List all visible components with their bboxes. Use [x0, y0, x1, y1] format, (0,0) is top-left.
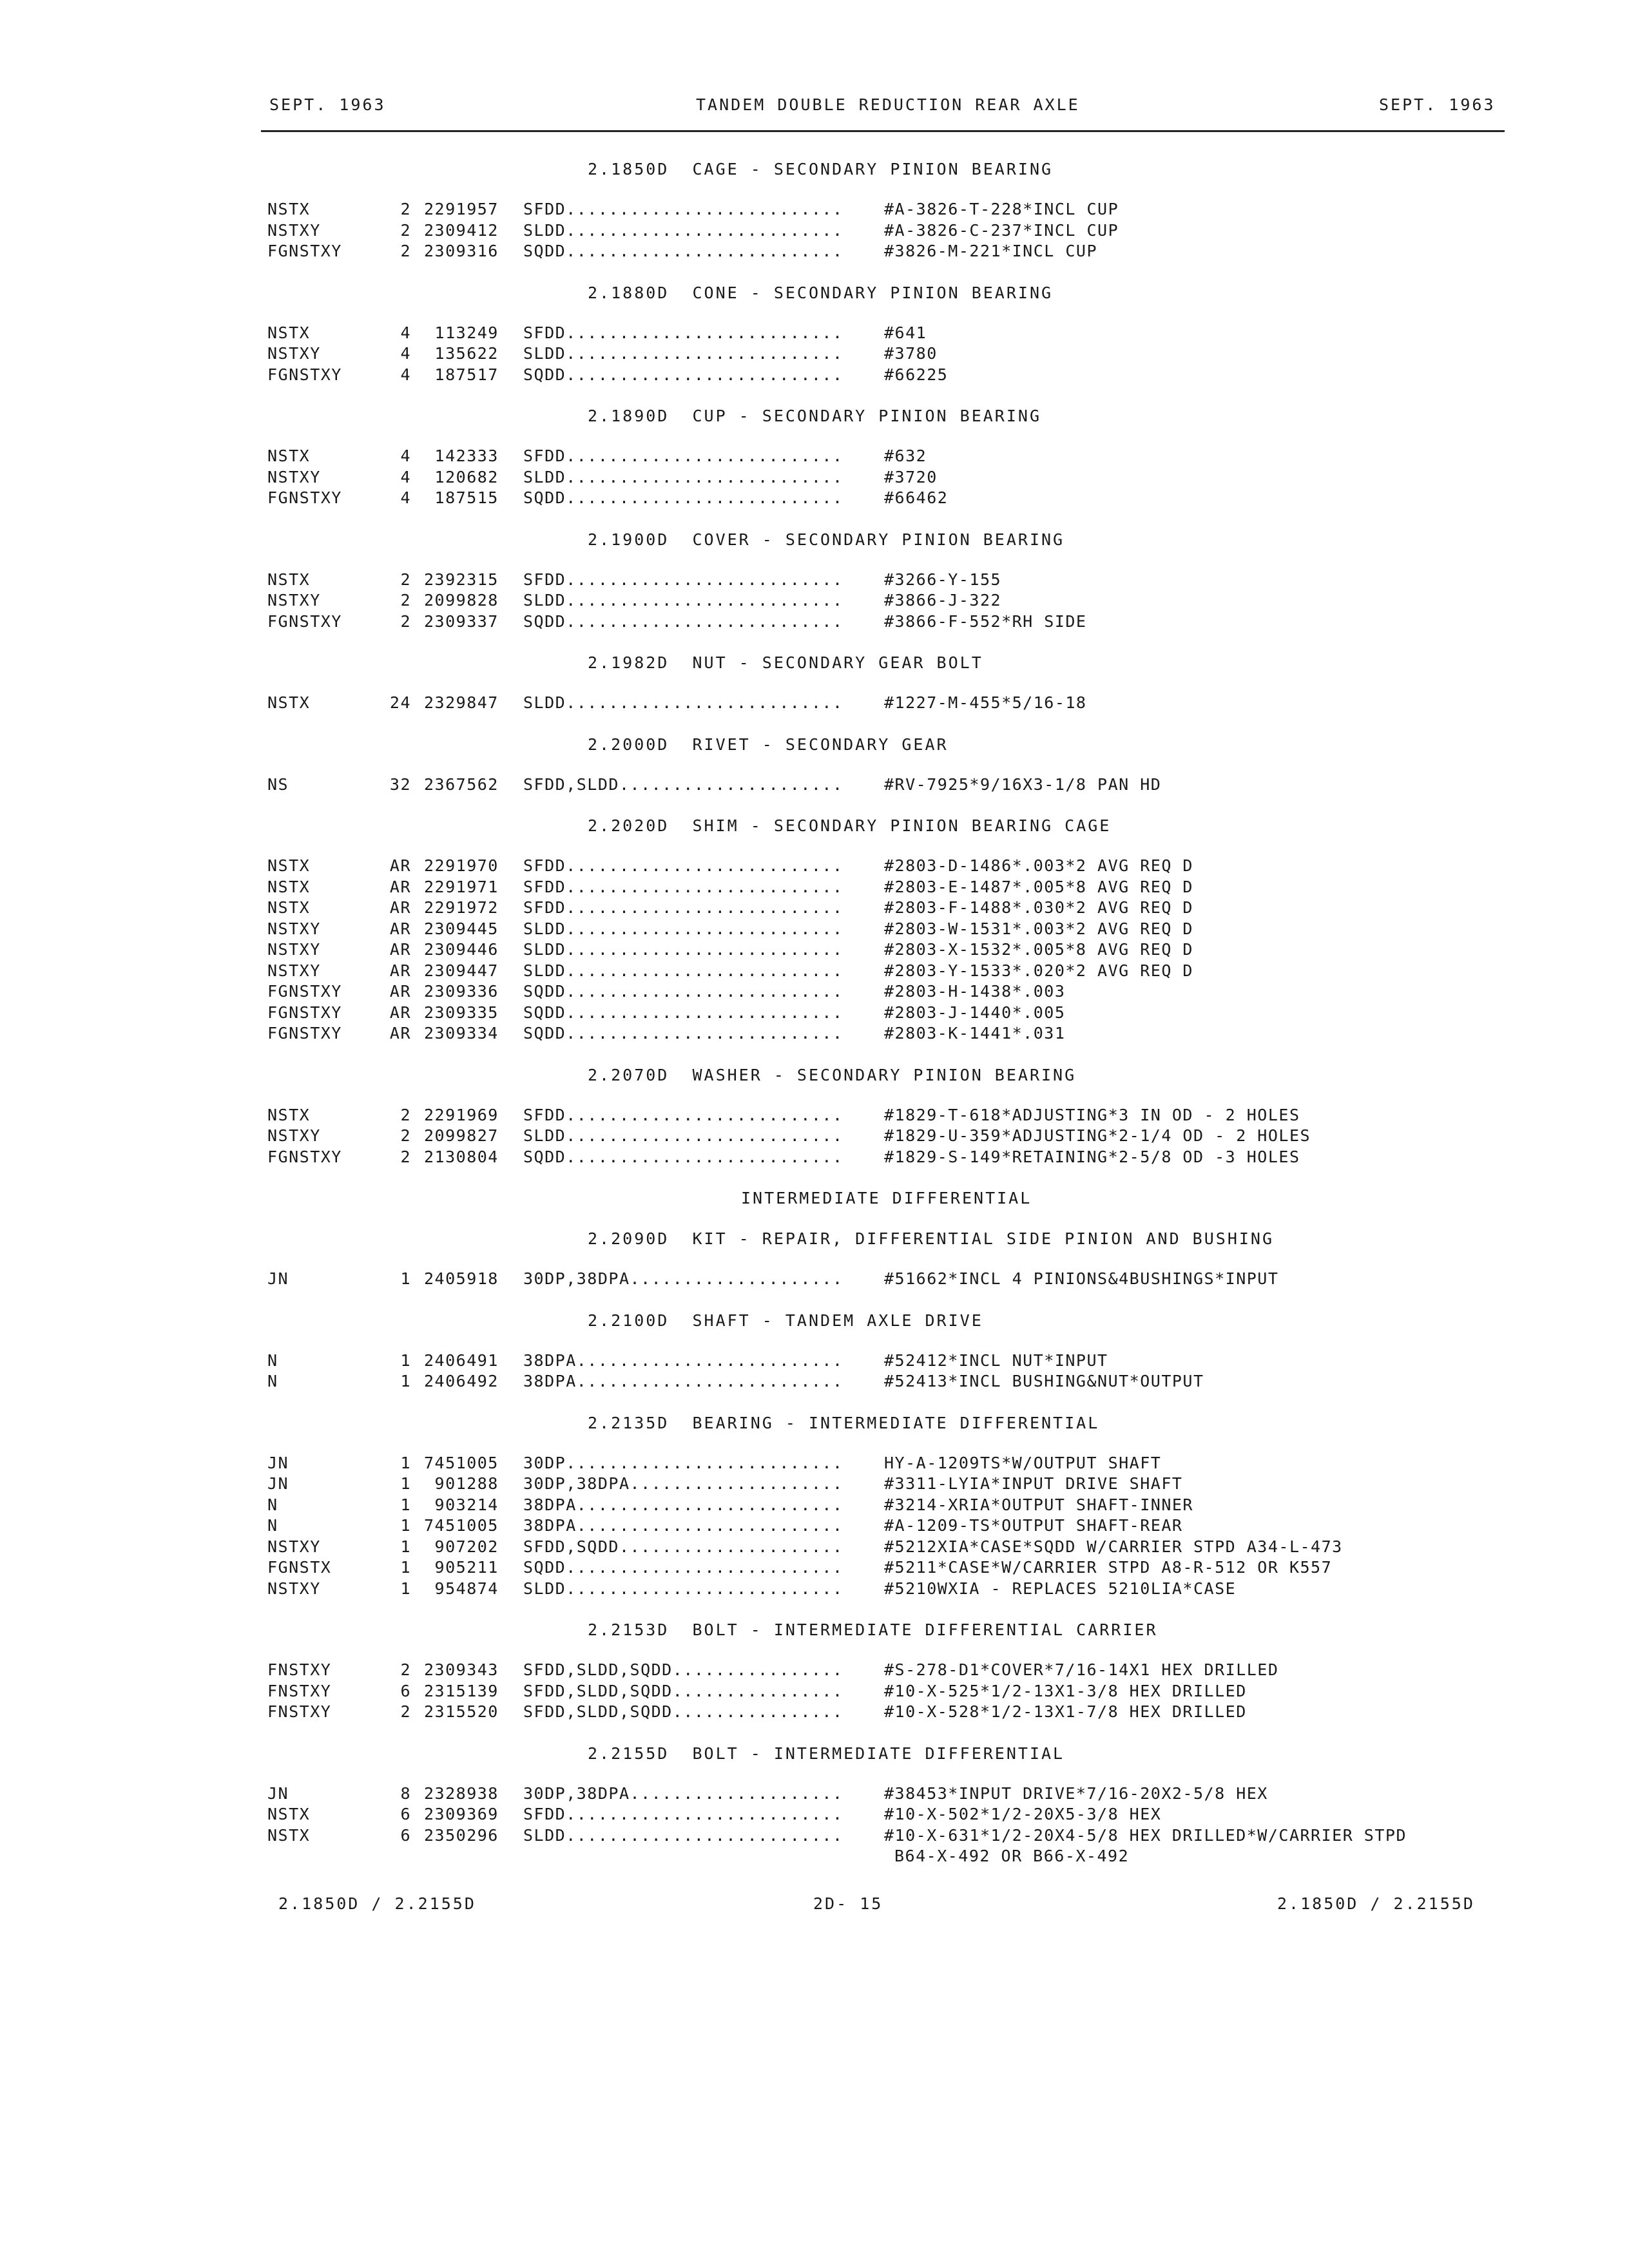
section-heading: 2.2135D BEARING - INTERMEDIATE DIFFERENTIAL [588, 1413, 1100, 1432]
list-item [0, 1024, 1629, 1044]
model-code: FGNSTXY [267, 1024, 342, 1043]
description: #3866-J-322 [884, 591, 1002, 610]
part-number: 2309334 [424, 1024, 499, 1043]
model-code: FGNSTX [267, 1558, 332, 1577]
description: #2803-X-1532*.005*8 AVG REQ D [884, 940, 1193, 959]
quantity: 2 [400, 570, 411, 589]
quantity: 2 [400, 1660, 411, 1679]
description: #3826-M-221*INCL CUP [884, 242, 1098, 260]
description: #10-X-631*1/2-20X4-5/8 HEX DRILLED*W/CARRIER STPD [884, 1825, 1407, 1845]
equipment-code: SQDD.......................... [523, 1024, 843, 1043]
equipment-code: 30DP.......................... [523, 1453, 843, 1472]
section-heading: 2.1890D CUP - SECONDARY PINION BEARING [588, 407, 1041, 425]
equipment-code: SQDD.......................... [523, 488, 843, 507]
part-number: 2392315 [424, 570, 499, 589]
model-code: NSTXY [267, 467, 321, 486]
quantity: 4 [400, 365, 411, 384]
header-right-date: SEPT. 1963 [1379, 95, 1496, 114]
quantity: AR [389, 856, 411, 875]
description: #A-3826-C-237*INCL CUP [884, 220, 1119, 240]
part-number: 7451005 [424, 1516, 499, 1535]
list-item [0, 365, 1629, 386]
quantity: 1 [400, 1474, 411, 1493]
list-item [0, 221, 1629, 242]
part-number: 2291957 [424, 200, 499, 218]
description: #632 [884, 447, 927, 465]
equipment-code: 38DPA......................... [523, 1516, 843, 1535]
list-item [0, 1106, 1629, 1126]
model-code: FGNSTXY [267, 242, 342, 260]
equipment-code: SFDD.......................... [523, 447, 843, 465]
equipment-code: SLDD.......................... [523, 220, 843, 240]
equipment-code: SLDD.......................... [523, 1579, 843, 1598]
description: #52413*INCL BUSHING&NUT*OUTPUT [884, 1372, 1204, 1390]
list-item [0, 1474, 1629, 1495]
equipment-code: SQDD.......................... [523, 365, 843, 384]
list-item [0, 1579, 1629, 1600]
part-number: 2291971 [424, 877, 499, 896]
model-code: NSTXY [267, 919, 321, 938]
part-number: 187517 [424, 365, 499, 384]
equipment-code: SQDD.......................... [523, 611, 843, 631]
footer-left: 2.1850D / 2.2155D [278, 1894, 476, 1913]
group-title: INTERMEDIATE DIFFERENTIAL [741, 1189, 1032, 1207]
part-number: 2309337 [424, 611, 499, 631]
description: #A-3826-T-228*INCL CUP [884, 200, 1119, 218]
equipment-code: SFDD.......................... [523, 898, 843, 917]
model-code: NSTXY [267, 591, 321, 610]
quantity: 4 [400, 467, 411, 486]
description-continued: B64-X-492 OR B66-X-492 [894, 1847, 1130, 1865]
part-number: 7451005 [424, 1453, 499, 1472]
description: #51662*INCL 4 PINIONS&4BUSHINGS*INPUT [884, 1269, 1279, 1288]
model-code: NSTXY [267, 220, 321, 240]
part-number: 2328938 [424, 1783, 499, 1803]
model-code: NSTX [267, 1805, 311, 1823]
equipment-code: SLDD.......................... [523, 344, 843, 363]
list-item [0, 447, 1629, 467]
model-code: FNSTXY [267, 1681, 332, 1700]
list-item [0, 693, 1629, 714]
equipment-code: SFDD,SLDD,SQDD................ [523, 1660, 843, 1679]
quantity: 4 [400, 488, 411, 507]
description: #10-X-525*1/2-13X1-3/8 HEX DRILLED [884, 1681, 1247, 1700]
equipment-code: SLDD.......................... [523, 961, 843, 980]
quantity: 8 [400, 1783, 411, 1803]
description: #641 [884, 323, 927, 342]
part-number: 187515 [424, 488, 499, 507]
part-number: 135622 [424, 344, 499, 363]
model-code: FGNSTXY [267, 611, 342, 631]
section-heading: 2.1982D NUT - SECONDARY GEAR BOLT [588, 653, 983, 672]
quantity: 1 [400, 1537, 411, 1556]
equipment-code: SQDD.......................... [523, 1003, 843, 1022]
description: #1227-M-455*5/16-18 [884, 693, 1087, 712]
part-number: 2315139 [424, 1681, 499, 1700]
description: #3311-LYIA*INPUT DRIVE SHAFT [884, 1474, 1183, 1493]
list-item [0, 488, 1629, 509]
quantity: 2 [400, 1702, 411, 1721]
section-heading: 2.2153D BOLT - INTERMEDIATE DIFFERENTIAL CARRIER [588, 1620, 1158, 1639]
section-heading: 2.2020D SHIM - SECONDARY PINION BEARING CAGE [588, 816, 1112, 835]
description: #5212XIA*CASE*SQDD W/CARRIER STPD A34-L-473 [884, 1537, 1343, 1556]
quantity: 1 [400, 1558, 411, 1577]
list-item [0, 1495, 1629, 1516]
equipment-code: SFDD.......................... [523, 856, 843, 875]
model-code: FNSTXY [267, 1702, 332, 1721]
equipment-code: SLDD.......................... [523, 591, 843, 610]
equipment-code: SLDD.......................... [523, 1825, 843, 1845]
part-number: 907202 [424, 1537, 499, 1556]
list-item [0, 856, 1629, 877]
quantity: 6 [400, 1825, 411, 1845]
description: #1829-U-359*ADJUSTING*2-1/4 OD - 2 HOLES [884, 1126, 1311, 1145]
description: #2803-Y-1533*.020*2 AVG REQ D [884, 961, 1193, 980]
equipment-code: 30DP,38DPA.................... [523, 1269, 843, 1288]
equipment-code: SFDD.......................... [523, 877, 843, 896]
part-number: 2309336 [424, 982, 499, 1001]
list-item [0, 1660, 1629, 1681]
quantity: 2 [400, 591, 411, 610]
quantity: AR [389, 961, 411, 980]
model-code: JN [267, 1269, 289, 1288]
part-number: 2329847 [424, 693, 499, 712]
list-item [0, 591, 1629, 611]
equipment-code: 30DP,38DPA.................... [523, 1474, 843, 1493]
list-item [0, 940, 1629, 961]
model-code: FGNSTXY [267, 1147, 342, 1166]
description: #2803-E-1487*.005*8 AVG REQ D [884, 877, 1193, 896]
section-heading: 2.2155D BOLT - INTERMEDIATE DIFFERENTIAL [588, 1744, 1065, 1763]
header-title: TANDEM DOUBLE REDUCTION REAR AXLE [696, 95, 1080, 114]
part-number: 2309445 [424, 919, 499, 938]
quantity: 2 [400, 1126, 411, 1145]
quantity: 1 [400, 1350, 411, 1370]
list-item [0, 982, 1629, 1003]
part-number: 2099828 [424, 591, 499, 610]
list-item [0, 1003, 1629, 1024]
part-number: 2367562 [424, 774, 499, 794]
equipment-code: SQDD.......................... [523, 1147, 843, 1166]
equipment-code: SFDD,SLDD,SQDD................ [523, 1681, 843, 1700]
part-number: 113249 [424, 323, 499, 342]
model-code: NSTXY [267, 961, 321, 980]
part-number: 2406492 [424, 1372, 499, 1390]
section-heading: 2.1900D COVER - SECONDARY PINION BEARING [588, 530, 1065, 549]
part-number: 2309447 [424, 961, 499, 980]
model-code: FNSTXY [267, 1660, 332, 1679]
model-code: NSTX [267, 898, 311, 917]
list-item [0, 1537, 1629, 1558]
model-code: FGNSTXY [267, 488, 342, 507]
list-item [0, 1784, 1629, 1805]
quantity: 4 [400, 447, 411, 465]
quantity: AR [389, 1024, 411, 1043]
equipment-code: SFDD,SLDD..................... [523, 774, 843, 794]
equipment-code: SFDD.......................... [523, 1105, 843, 1124]
equipment-code: SFDD.......................... [523, 200, 843, 218]
list-item [0, 775, 1629, 796]
part-number: 2309446 [424, 940, 499, 959]
description: #3214-XRIA*OUTPUT SHAFT-INNER [884, 1495, 1193, 1514]
list-item [0, 1372, 1629, 1392]
header-rule [261, 130, 1505, 132]
list-item [0, 1558, 1629, 1579]
quantity: 2 [400, 242, 411, 260]
model-code: NSTX [267, 570, 311, 589]
model-code: NSTX [267, 1105, 311, 1124]
equipment-code: SFDD.......................... [523, 1805, 843, 1823]
description: #S-278-D1*COVER*7/16-14X1 HEX DRILLED [884, 1660, 1279, 1679]
list-item [0, 468, 1629, 488]
model-code: NSTXY [267, 1579, 321, 1598]
list-item [0, 1454, 1629, 1474]
description: #2803-D-1486*.003*2 AVG REQ D [884, 856, 1193, 875]
quantity: 2 [400, 611, 411, 631]
list-item [0, 1702, 1629, 1723]
list-item [0, 1805, 1629, 1825]
model-code: N [267, 1372, 278, 1390]
model-code: NSTX [267, 877, 311, 896]
description: #5210WXIA - REPLACES 5210LIA*CASE [884, 1579, 1237, 1598]
equipment-code: SLDD.......................... [523, 467, 843, 486]
quantity: AR [389, 919, 411, 938]
description: #3866-F-552*RH SIDE [884, 611, 1087, 631]
section-heading: 2.1880D CONE - SECONDARY PINION BEARING [588, 283, 1054, 302]
section-heading: 2.2070D WASHER - SECONDARY PINION BEARING [588, 1065, 1077, 1084]
part-number: 901288 [424, 1474, 499, 1493]
section-heading: 2.2100D SHAFT - TANDEM AXLE DRIVE [588, 1311, 983, 1330]
part-number: 954874 [424, 1579, 499, 1598]
list-item [0, 1148, 1629, 1168]
list-item [0, 878, 1629, 898]
quantity: 32 [389, 774, 411, 794]
description: #1829-T-618*ADJUSTING*3 IN OD - 2 HOLES [884, 1105, 1300, 1124]
description: #38453*INPUT DRIVE*7/16-20X2-5/8 HEX [884, 1783, 1268, 1803]
description: #5211*CASE*W/CARRIER STPD A8-R-512 OR K557 [884, 1558, 1333, 1577]
quantity: 1 [400, 1579, 411, 1598]
quantity: 1 [400, 1453, 411, 1472]
model-code: JN [267, 1783, 289, 1803]
section-heading: 2.1850D CAGE - SECONDARY PINION BEARING [588, 160, 1054, 178]
list-item [0, 1516, 1629, 1537]
list-item [0, 898, 1629, 919]
equipment-code: SFDD,SLDD,SQDD................ [523, 1702, 843, 1721]
part-number: 142333 [424, 447, 499, 465]
model-code: NSTX [267, 447, 311, 465]
quantity: 4 [400, 344, 411, 363]
model-code: JN [267, 1453, 289, 1472]
model-code: NSTX [267, 200, 311, 218]
quantity: 1 [400, 1516, 411, 1535]
equipment-code: 38DPA......................... [523, 1372, 843, 1390]
quantity: 1 [400, 1269, 411, 1288]
part-number: 2315520 [424, 1702, 499, 1721]
equipment-code: SQDD.......................... [523, 982, 843, 1001]
quantity: 6 [400, 1805, 411, 1823]
quantity: AR [389, 898, 411, 917]
list-item [0, 612, 1629, 633]
quantity: AR [389, 877, 411, 896]
list-item [0, 1126, 1629, 1147]
equipment-code: SQDD.......................... [523, 1558, 843, 1577]
description: #A-1209-TS*OUTPUT SHAFT-REAR [884, 1516, 1183, 1535]
quantity: 24 [389, 693, 411, 712]
quantity: AR [389, 982, 411, 1001]
part-number: 2291972 [424, 898, 499, 917]
part-number: 903214 [424, 1495, 499, 1514]
quantity: AR [389, 940, 411, 959]
part-number: 2291970 [424, 856, 499, 875]
section-heading: 2.2000D RIVET - SECONDARY GEAR [588, 735, 949, 754]
description: #2803-J-1440*.005 [884, 1003, 1066, 1022]
description: #2803-K-1441*.031 [884, 1024, 1066, 1043]
description: #3720 [884, 467, 938, 486]
equipment-code: 38DPA......................... [523, 1495, 843, 1514]
list-item [0, 961, 1629, 982]
model-code: NSTX [267, 693, 311, 712]
part-number: 2309316 [424, 242, 499, 260]
part-number: 2309335 [424, 1003, 499, 1022]
model-code: NSTXY [267, 1537, 321, 1556]
equipment-code: SLDD.......................... [523, 1126, 843, 1145]
model-code: NSTXY [267, 344, 321, 363]
quantity: 2 [400, 1147, 411, 1166]
description: #RV-7925*9/16X3-1/8 PAN HD [884, 774, 1162, 794]
part-number: 2291969 [424, 1105, 499, 1124]
description: #1829-S-149*RETAINING*2-5/8 OD -3 HOLES [884, 1147, 1300, 1166]
description: #2803-W-1531*.003*2 AVG REQ D [884, 919, 1193, 938]
equipment-code: 38DPA......................... [523, 1350, 843, 1370]
model-code: N [267, 1495, 278, 1514]
model-code: NSTX [267, 1825, 311, 1845]
equipment-code: SLDD.......................... [523, 693, 843, 712]
list-item [0, 570, 1629, 591]
equipment-code: SFDD.......................... [523, 323, 843, 342]
part-number: 2130804 [424, 1147, 499, 1166]
header-left-date: SEPT. 1963 [269, 95, 386, 114]
list-item [0, 1682, 1629, 1702]
description: #10-X-528*1/2-13X1-7/8 HEX DRILLED [884, 1702, 1247, 1721]
model-code: FGNSTXY [267, 365, 342, 384]
equipment-code: SQDD.......................... [523, 242, 843, 260]
quantity: 1 [400, 1372, 411, 1390]
model-code: NSTX [267, 856, 311, 875]
list-item [0, 200, 1629, 220]
list-item [0, 323, 1629, 344]
part-number: 2309369 [424, 1805, 499, 1823]
list-item [0, 1826, 1629, 1847]
list-item [0, 919, 1629, 940]
equipment-code: SLDD.......................... [523, 919, 843, 938]
part-number: 2405918 [424, 1269, 499, 1288]
part-number: 120682 [424, 467, 499, 486]
model-code: FGNSTXY [267, 1003, 342, 1022]
list-item [0, 1351, 1629, 1372]
description: #52412*INCL NUT*INPUT [884, 1350, 1108, 1370]
part-number: 2099827 [424, 1126, 499, 1145]
list-item [0, 1269, 1629, 1290]
description: #66225 [884, 365, 949, 384]
model-code: N [267, 1350, 278, 1370]
part-number: 2350296 [424, 1825, 499, 1845]
description: #10-X-502*1/2-20X5-3/8 HEX [884, 1805, 1162, 1823]
model-code: NS [267, 774, 289, 794]
description: HY-A-1209TS*W/OUTPUT SHAFT [884, 1453, 1162, 1472]
list-item [0, 344, 1629, 365]
equipment-code: 30DP,38DPA.................... [523, 1783, 843, 1803]
description: #3780 [884, 344, 938, 363]
model-code: NSTXY [267, 940, 321, 959]
equipment-code: SFDD,SQDD..................... [523, 1537, 843, 1556]
quantity: 2 [400, 200, 411, 218]
quantity: 2 [400, 220, 411, 240]
equipment-code: SFDD.......................... [523, 570, 843, 589]
quantity: 4 [400, 323, 411, 342]
description: #3266-Y-155 [884, 570, 1002, 589]
list-item [0, 242, 1629, 262]
model-code: NSTX [267, 323, 311, 342]
model-code: NSTXY [267, 1126, 321, 1145]
description: #2803-H-1438*.003 [884, 982, 1066, 1001]
description: #66462 [884, 488, 949, 507]
model-code: FGNSTXY [267, 982, 342, 1001]
model-code: JN [267, 1474, 289, 1493]
part-number: 905211 [424, 1558, 499, 1577]
equipment-code: SLDD.......................... [523, 940, 843, 959]
page-number: 2D- 15 [813, 1894, 883, 1913]
quantity: AR [389, 1003, 411, 1022]
description: #2803-F-1488*.030*2 AVG REQ D [884, 898, 1193, 917]
part-number: 2309343 [424, 1660, 499, 1679]
section-heading: 2.2090D KIT - REPAIR, DIFFERENTIAL SIDE PINION AND BUSHING [588, 1229, 1275, 1248]
footer-right: 2.1850D / 2.2155D [1277, 1894, 1475, 1913]
part-number: 2406491 [424, 1350, 499, 1370]
quantity: 6 [400, 1681, 411, 1700]
part-number: 2309412 [424, 220, 499, 240]
model-code: N [267, 1516, 278, 1535]
quantity: 2 [400, 1105, 411, 1124]
quantity: 1 [400, 1495, 411, 1514]
